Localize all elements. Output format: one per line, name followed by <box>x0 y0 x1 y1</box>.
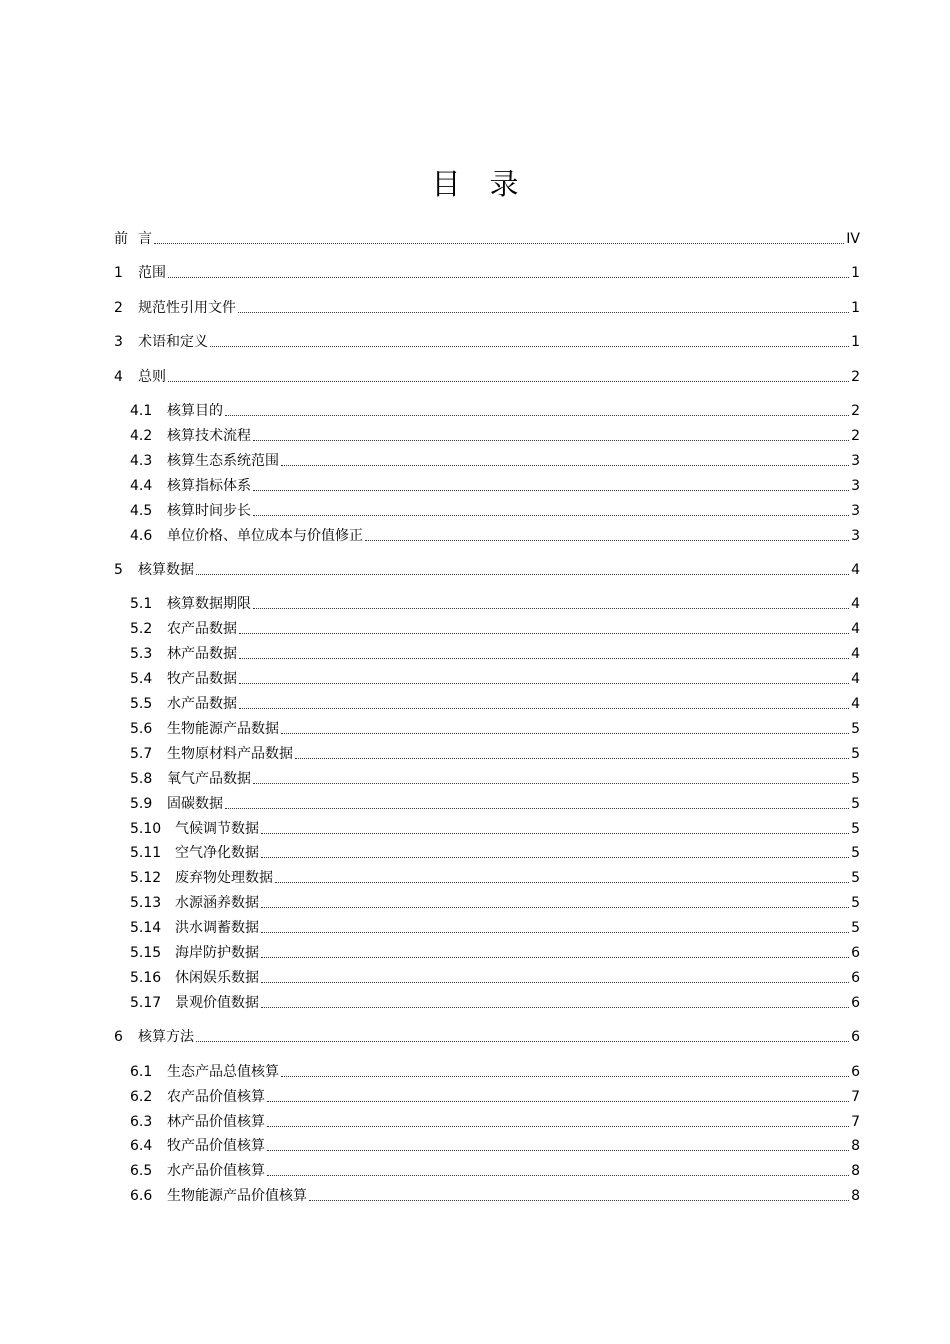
toc-leader-dots <box>154 242 844 244</box>
toc-entry-number: 5.1 <box>130 596 153 612</box>
toc-page-number: 5 <box>851 746 860 762</box>
toc-leader-dots <box>253 489 849 491</box>
toc-entry-number: 5 <box>114 562 123 578</box>
toc-page-number: 4 <box>851 562 860 578</box>
toc-entry-number: 5.4 <box>130 671 153 687</box>
toc-entry[interactable] <box>130 450 860 470</box>
toc-page-number: 6 <box>851 995 860 1011</box>
toc-entry-title: 气候调节数据 <box>175 821 259 837</box>
toc-page-number: 2 <box>851 428 860 444</box>
toc-entry-number: 5.6 <box>130 721 153 737</box>
toc-page-number: 4 <box>851 696 860 712</box>
toc-entry-number: 6 <box>114 1029 123 1045</box>
toc-entry[interactable] <box>130 1086 860 1106</box>
toc-entry-number: 4.3 <box>130 453 153 469</box>
toc-entry[interactable] <box>130 618 860 638</box>
toc-entry[interactable] <box>130 593 860 613</box>
toc-leader-dots <box>239 682 849 684</box>
toc-page-number: 4 <box>851 671 860 687</box>
toc-entry-number: 6.1 <box>130 1064 153 1080</box>
toc-leader-dots <box>267 1100 849 1102</box>
toc-leader-dots <box>261 956 849 958</box>
toc-entry[interactable] <box>130 668 860 688</box>
toc-leader-dots <box>210 345 849 347</box>
toc-leader-dots <box>196 573 849 575</box>
toc-leader-dots <box>239 707 849 709</box>
toc-page-number: 6 <box>851 945 860 961</box>
toc-page-number: 4 <box>851 646 860 662</box>
toc-entry[interactable] <box>114 297 860 317</box>
toc-leader-dots <box>267 1149 849 1151</box>
toc-entry-number: 5.8 <box>130 771 153 787</box>
toc-entry-title: 生物能源产品价值核算 <box>167 1188 307 1204</box>
toc-entry[interactable] <box>114 228 860 248</box>
toc-page-number: 8 <box>851 1163 860 1179</box>
toc-entry[interactable] <box>114 559 860 579</box>
toc-entry-title: 水产品价值核算 <box>167 1163 265 1179</box>
toc-page-number: 7 <box>851 1114 860 1130</box>
toc-page-number: 4 <box>851 596 860 612</box>
toc-entry-title: 水产品数据 <box>167 696 237 712</box>
toc-entry-number: 前 <box>114 231 128 247</box>
toc-entry-title: 氧气产品数据 <box>167 771 251 787</box>
toc-entry-title: 牧产品价值核算 <box>167 1138 265 1154</box>
toc-page-number: 3 <box>851 528 860 544</box>
toc-entry[interactable] <box>130 892 860 912</box>
toc-entry-title: 总则 <box>138 369 166 385</box>
toc-entry-title: 林产品数据 <box>167 646 237 662</box>
toc-page-number: 6 <box>851 970 860 986</box>
toc-page-number: 6 <box>851 1064 860 1080</box>
toc-entry-title: 农产品数据 <box>167 621 237 637</box>
toc-entry[interactable] <box>130 525 860 545</box>
toc-entry-title: 农产品价值核算 <box>167 1089 265 1105</box>
toc-entry-number: 4.6 <box>130 528 153 544</box>
toc-leader-dots <box>267 1125 849 1127</box>
toc-leader-dots <box>281 1075 849 1077</box>
toc-entry[interactable] <box>130 818 860 838</box>
toc-entry-title: 核算数据 <box>138 562 194 578</box>
toc-entry[interactable] <box>130 500 860 520</box>
toc-entry[interactable] <box>130 1061 860 1081</box>
toc-entry[interactable] <box>130 942 860 962</box>
toc-title: 目 录 <box>431 167 519 201</box>
toc-entry-title: 洪水调蓄数据 <box>175 920 259 936</box>
toc-leader-dots <box>261 981 849 983</box>
toc-entry-number: 4.2 <box>130 428 153 444</box>
toc-entry-number: 4.5 <box>130 503 153 519</box>
toc-entry-number: 5.14 <box>130 920 162 936</box>
toc-leader-dots <box>196 1040 849 1042</box>
toc-entry-title: 核算指标体系 <box>167 478 251 494</box>
toc-entry-number: 5.11 <box>130 845 162 861</box>
toc-entry-title: 核算时间步长 <box>167 503 251 519</box>
toc-entry-title: 核算方法 <box>138 1029 194 1045</box>
toc-leader-dots <box>168 276 849 278</box>
toc-entry-number: 2 <box>114 300 123 316</box>
toc-entry-number: 4.1 <box>130 403 153 419</box>
toc-entry[interactable] <box>130 992 860 1012</box>
toc-entry-number: 5.7 <box>130 746 153 762</box>
toc-leader-dots <box>253 514 849 516</box>
toc-entry-number: 6.3 <box>130 1114 153 1130</box>
toc-entry-title: 规范性引用文件 <box>138 300 236 316</box>
toc-entry-number: 6.6 <box>130 1188 153 1204</box>
toc-leader-dots <box>267 1174 849 1176</box>
toc-page-number: 8 <box>851 1188 860 1204</box>
toc-entry-number: 6.5 <box>130 1163 153 1179</box>
toc-entry-number: 4.4 <box>130 478 153 494</box>
toc-entry[interactable] <box>114 262 860 282</box>
toc-entry-number: 3 <box>114 334 123 350</box>
toc-entry[interactable] <box>130 867 860 887</box>
toc-page-number: 1 <box>851 265 860 281</box>
toc-entry[interactable] <box>130 643 860 663</box>
toc-entry[interactable] <box>114 331 860 351</box>
toc-entry-number: 5.16 <box>130 970 162 986</box>
toc-entry-number: 6.4 <box>130 1138 153 1154</box>
toc-entry-number: 4 <box>114 369 123 385</box>
toc-entry-number: 5.2 <box>130 621 153 637</box>
toc-page-number: 5 <box>851 845 860 861</box>
toc-entry-number: 5.15 <box>130 945 162 961</box>
toc-entry[interactable] <box>130 793 860 813</box>
toc-page-number: 5 <box>851 721 860 737</box>
toc-page-number: 1 <box>851 334 860 350</box>
toc-entry[interactable] <box>130 768 860 788</box>
toc-leader-dots <box>275 881 849 883</box>
toc-entry-title: 废弃物处理数据 <box>175 870 273 886</box>
toc-entry-title: 固碳数据 <box>167 796 223 812</box>
toc-page-number: 1 <box>851 300 860 316</box>
toc-entry-number: 5.3 <box>130 646 153 662</box>
toc-leader-dots <box>225 807 849 809</box>
toc-leader-dots <box>253 439 849 441</box>
toc-entry-title: 牧产品数据 <box>167 671 237 687</box>
toc-entry[interactable] <box>130 400 860 420</box>
toc-entry-number: 5.9 <box>130 796 153 812</box>
toc-entry-title: 核算目的 <box>167 403 223 419</box>
toc-page-number: 4 <box>851 621 860 637</box>
toc-entry-number: 6.2 <box>130 1089 153 1105</box>
toc-leader-dots <box>261 931 849 933</box>
toc-entry-title: 休闲娱乐数据 <box>175 970 259 986</box>
toc-leader-dots <box>253 782 849 784</box>
toc-entry[interactable] <box>130 1185 860 1205</box>
toc-leader-dots <box>168 380 849 382</box>
toc-entry[interactable] <box>130 967 860 987</box>
toc-leader-dots <box>309 1199 849 1201</box>
toc-leader-dots <box>253 607 849 609</box>
toc-entry-title: 海岸防护数据 <box>175 945 259 961</box>
toc-leader-dots <box>261 832 849 834</box>
toc-page-number: 5 <box>851 895 860 911</box>
toc-entry-title: 核算生态系统范围 <box>167 453 279 469</box>
toc-page-number: 2 <box>851 369 860 385</box>
toc-entry-title: 言 <box>138 231 152 247</box>
toc-entry[interactable] <box>130 693 860 713</box>
toc-page-number: 6 <box>851 1029 860 1045</box>
toc-entry-title: 核算数据期限 <box>167 596 251 612</box>
toc-entry-title: 生态产品总值核算 <box>167 1064 279 1080</box>
toc-entry-number: 5.13 <box>130 895 162 911</box>
toc-leader-dots <box>239 632 849 634</box>
toc-leader-dots <box>239 657 849 659</box>
toc-entry-title: 生物原材料产品数据 <box>167 746 293 762</box>
toc-entry-number: 5.10 <box>130 821 162 837</box>
toc-entry-title: 空气净化数据 <box>175 845 259 861</box>
toc-entry[interactable] <box>130 743 860 763</box>
toc-entry[interactable] <box>130 1135 860 1155</box>
toc-entry-number: 1 <box>114 265 123 281</box>
toc-entry-title: 范围 <box>138 265 166 281</box>
toc-leader-dots <box>225 414 849 416</box>
toc-entry[interactable] <box>130 917 860 937</box>
toc-page-number: 5 <box>851 821 860 837</box>
toc-entry-title: 单位价格、单位成本与价值修正 <box>167 528 363 544</box>
toc-leader-dots <box>281 464 849 466</box>
toc-entry-title: 景观价值数据 <box>175 995 259 1011</box>
toc-entry[interactable] <box>130 475 860 495</box>
toc-page-number: 5 <box>851 920 860 936</box>
toc-leader-dots <box>295 757 849 759</box>
toc-page-number: 3 <box>851 453 860 469</box>
toc-entry-title: 术语和定义 <box>138 334 208 350</box>
toc-page-number: 7 <box>851 1089 860 1105</box>
toc-page-number: 3 <box>851 503 860 519</box>
toc-leader-dots <box>261 1006 849 1008</box>
toc-entry[interactable] <box>114 366 860 386</box>
toc-page-number: 8 <box>851 1138 860 1154</box>
toc-entry[interactable] <box>130 425 860 445</box>
toc-entry-number: 5.5 <box>130 696 153 712</box>
toc-leader-dots <box>365 539 849 541</box>
toc-entry[interactable] <box>130 1160 860 1180</box>
toc-entry-title: 生物能源产品数据 <box>167 721 279 737</box>
toc-leader-dots <box>238 311 849 313</box>
toc-entry[interactable] <box>114 1026 860 1046</box>
toc-page-number: 5 <box>851 796 860 812</box>
toc-page-number: 3 <box>851 478 860 494</box>
toc-entry[interactable] <box>130 718 860 738</box>
toc-entry-number: 5.17 <box>130 995 162 1011</box>
toc-page-number: 2 <box>851 403 860 419</box>
toc-entry-title: 水源涵养数据 <box>175 895 259 911</box>
toc-entry[interactable] <box>130 1111 860 1131</box>
toc-page-number: 5 <box>851 771 860 787</box>
toc-leader-dots <box>261 856 849 858</box>
toc-leader-dots <box>281 732 849 734</box>
toc-page-number: 5 <box>851 870 860 886</box>
toc-entry[interactable] <box>130 842 860 862</box>
toc-page-number: IV <box>846 231 860 247</box>
toc-entry-number: 5.12 <box>130 870 162 886</box>
toc-entry-title: 林产品价值核算 <box>167 1114 265 1130</box>
toc-entry-title: 核算技术流程 <box>167 428 251 444</box>
toc-leader-dots <box>261 906 849 908</box>
